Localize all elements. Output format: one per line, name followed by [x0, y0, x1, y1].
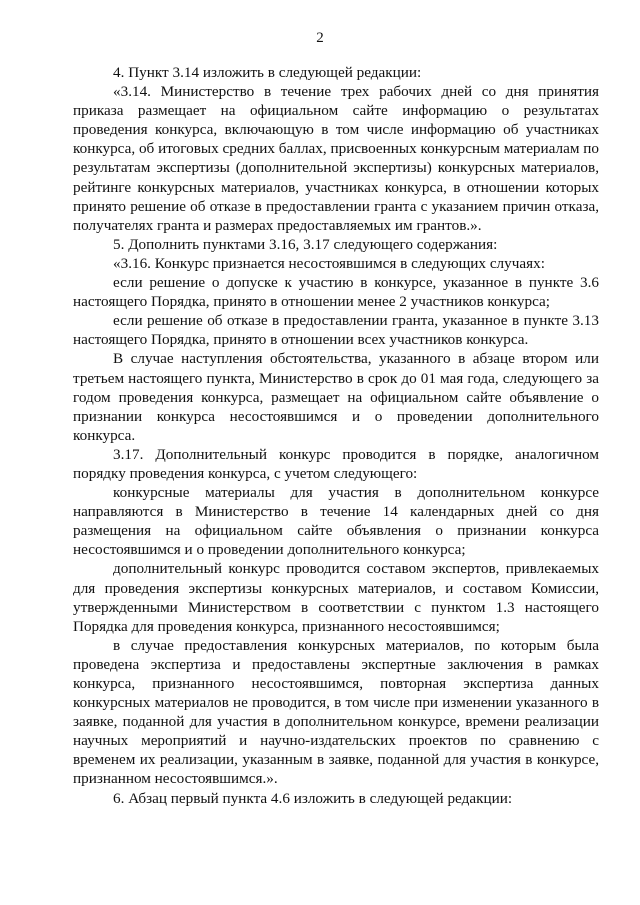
page-number: 2 [316, 30, 324, 46]
paragraph-case-refusal: если решение об отказе в предоставлении гранта, указанное в пункте 3.13 настоящего Порядка, принято в отношении всех участников конкурса. [73, 312, 599, 349]
paragraph-amend-4-6: 6. Абзац первый пункта 4.6 изложить в следующей редакции: [113, 789, 513, 807]
paragraph-materials-submission: конкурсные материалы для участия в дополнительном конкурсе направляются в Министерство в течение 14 календарных дней со дня размещения на официальном сайте объявления о признании конкурса несостоявшимся и о проведении дополнительного конкурса; [73, 484, 599, 559]
paragraph-repeat-expertise: в случае предоставления конкурсных материалов, по которым была проведена экспертиза и предоставлены экспертные заключения в рамках конкурса, признанного несостоявшимся, повторная экспертиза данных конкурсных материалов не проводится, в том числе при изменении указанного в заявке, поданной для участия в дополнительном конкурсе, времени реализации научных мероприятий и научно-издательских проектов по сравнению с временем их реализации, указанным в заявке, поданной для участия в конкурсе, признанном несостоявшимся.». [73, 636, 599, 788]
paragraph-experts-commission: дополнительный конкурс проводится составом экспертов, привлекаемых для проведения экспертизы конкурсных материалов, и составом Комиссии, утвержденными Министерством в соответствии с пунктом 1.3 настоящего Порядка для проведения конкурса, признанного несостоявшимся; [73, 560, 599, 635]
paragraph-clause-3-17: 3.17. Дополнительный конкурс проводится в порядке, аналогичном порядку проведения конкурса, с учетом следующего: [73, 445, 599, 482]
paragraph-case-admission: если решение о допуске к участию в конкурсе, указанное в пункте 3.6 настоящего Порядка, принято в отношении менее 2 участников конкурса; [73, 274, 599, 311]
paragraph-announcement: В случае наступления обстоятельства, указанного в абзаце втором или третьем настоящего пункта, Министерство в срок до 01 мая года, следующего за годом проведения конкурса, размещает на официальном сайте объявление о признании конкурса несостоявшимся и о проведении дополнительного конкурса. [73, 350, 599, 444]
paragraph-add-3-16-3-17: 5. Дополнить пунктами 3.16, 3.17 следующего содержания: [113, 235, 498, 253]
document-body [73, 63, 599, 808]
paragraph-clause-3-16: «3.16. Конкурс признается несостоявшимся в следующих случаях: [113, 254, 545, 272]
paragraph-amend-3-14: 4. Пункт 3.14 изложить в следующей редакции: [113, 64, 422, 81]
paragraph-clause-3-14: «3.14. Министерство в течение трех рабочих дней со дня принятия приказа размещает на официальном сайте информацию о результатах проведения конкурса, включающую в том числе информацию об участниках конкурса, об итоговых средних баллах, присвоенных конкурсным материалам по результатам экспертизы (дополнительной экспертизы) конкурсных материалов, рейтинге конкурсных материалов, участниках конкурса, в отношении которых принято решение об отказе в предоставлении гранта с указанием причин отказа, получателях гранта и размерах предоставляемых им грантов.». [73, 83, 599, 234]
